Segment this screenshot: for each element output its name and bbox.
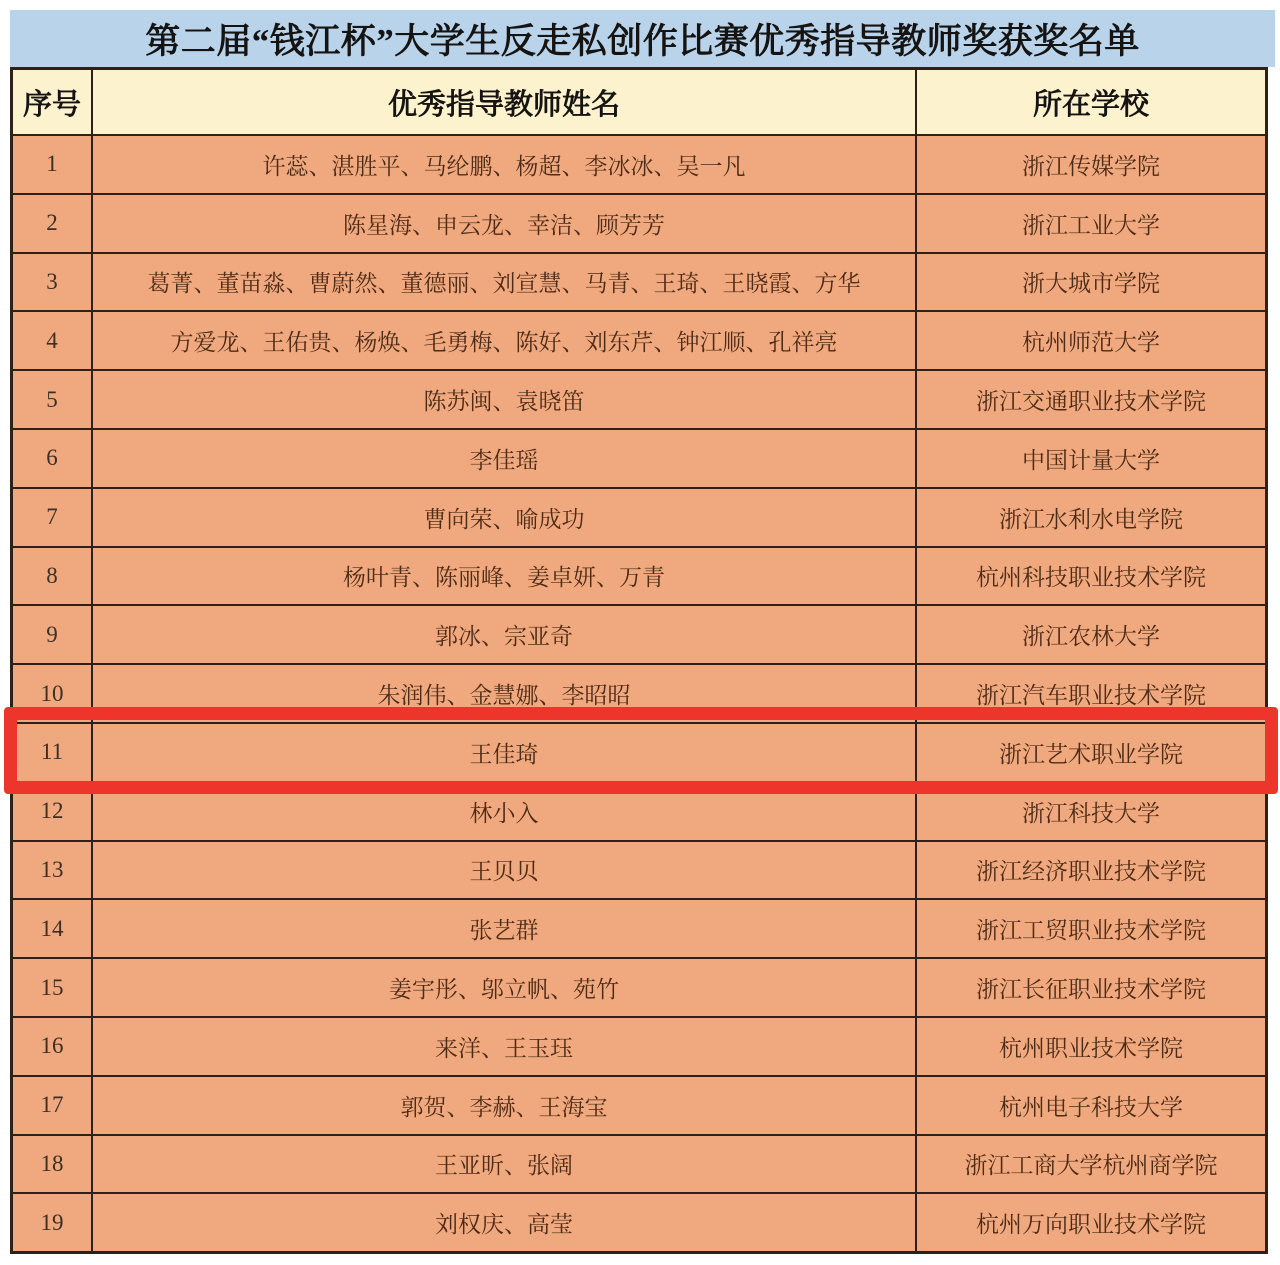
teachers-cell: 杨叶青、陈丽峰、姜卓妍、万青	[93, 548, 917, 605]
school-cell: 浙江交通职业技术学院	[976, 389, 1206, 415]
school-cell: 浙江工贸职业技术学院	[976, 918, 1206, 944]
teachers-cell: 张艺群	[93, 900, 917, 957]
school-cell: 浙江传媒学院	[1022, 153, 1160, 179]
table-row	[13, 546, 1265, 605]
table-body	[13, 134, 1265, 1251]
row-number-cell: 12	[13, 783, 93, 840]
row-number-cell: 6	[13, 430, 93, 487]
table-row	[13, 134, 1265, 193]
row-number-cell: 15	[13, 959, 93, 1016]
teachers-cell: 王佳琦	[93, 724, 917, 781]
school-cell: 杭州职业技术学院	[999, 1035, 1183, 1061]
row-number-cell: 9	[13, 606, 93, 663]
teachers-cell: 葛菁、董苗淼、曹蔚然、董德丽、刘宣慧、马青、王琦、王晓霞、方华	[93, 254, 917, 311]
teachers-cell: 来洋、王玉珏	[93, 1018, 917, 1075]
teachers-cell: 李佳瑶	[93, 430, 917, 487]
teachers-cell: 姜宇彤、邬立帆、苑竹	[93, 959, 917, 1016]
teachers-cell: 方爱龙、王佑贵、杨焕、毛勇梅、陈好、刘东芹、钟江顺、孔祥亮	[93, 312, 917, 369]
table-row	[13, 898, 1265, 957]
school-cell: 杭州师范大学	[1022, 330, 1160, 356]
school-cell: 杭州电子科技大学	[999, 1094, 1183, 1120]
school-cell: 浙江工商大学杭州商学院	[964, 1153, 1218, 1179]
school-cell: 浙江农林大学	[1022, 624, 1160, 650]
table-row	[13, 310, 1265, 369]
teachers-cell: 林小入	[93, 783, 917, 840]
row-number-cell: 18	[13, 1136, 93, 1193]
school-cell: 浙大城市学院	[1022, 271, 1160, 297]
table-row	[13, 1075, 1265, 1134]
header-seq: 序号	[13, 70, 93, 134]
table-row	[13, 957, 1265, 1016]
table-row	[13, 1016, 1265, 1075]
table-row	[13, 428, 1265, 487]
row-number-cell: 1	[13, 136, 93, 193]
school-cell: 浙江经济职业技术学院	[976, 859, 1206, 885]
row-number-cell: 5	[13, 371, 93, 428]
row-number-cell: 4	[13, 312, 93, 369]
school-cell: 杭州科技职业技术学院	[976, 565, 1206, 591]
table-row	[13, 369, 1265, 428]
table-row	[13, 1192, 1265, 1251]
teachers-cell: 许蕊、湛胜平、马纶鹏、杨超、李冰冰、吴一凡	[93, 136, 917, 193]
teachers-cell: 陈星海、申云龙、幸洁、顾芳芳	[93, 195, 917, 252]
teachers-cell: 王贝贝	[93, 842, 917, 899]
school-cell: 浙江水利水电学院	[999, 506, 1183, 532]
school-cell: 浙江工业大学	[1022, 212, 1160, 238]
row-number-cell: 16	[13, 1018, 93, 1075]
row-number-cell: 13	[13, 842, 93, 899]
row-number-cell: 10	[13, 665, 93, 722]
row-number-cell: 3	[13, 254, 93, 311]
document-title: 第二届“钱江杯”大学生反走私创作比赛优秀指导教师奖获奖名单	[10, 10, 1275, 67]
teachers-cell: 郭贺、李赫、王海宝	[93, 1077, 917, 1134]
table-row	[13, 1134, 1265, 1193]
table-row	[13, 604, 1265, 663]
row-number-cell: 2	[13, 195, 93, 252]
header-teachers: 优秀指导教师姓名	[93, 70, 917, 134]
row-number-cell: 19	[13, 1194, 93, 1251]
teachers-cell: 朱润伟、金慧娜、李昭昭	[93, 665, 917, 722]
table-row	[13, 487, 1265, 546]
table-header-row	[13, 70, 1265, 134]
row-number-cell: 14	[13, 900, 93, 957]
teachers-cell: 曹向荣、喻成功	[93, 489, 917, 546]
school-cell: 中国计量大学	[1022, 447, 1160, 473]
school-cell: 杭州万向职业技术学院	[976, 1212, 1206, 1238]
table-row-highlighted	[13, 722, 1265, 781]
row-number-cell: 11	[13, 724, 93, 781]
teachers-cell: 刘权庆、高莹	[93, 1194, 917, 1251]
table-row	[13, 781, 1265, 840]
row-number-cell: 8	[13, 548, 93, 605]
row-number-cell: 17	[13, 1077, 93, 1134]
table-row	[13, 193, 1265, 252]
table-row	[13, 252, 1265, 311]
teachers-cell: 郭冰、宗亚奇	[93, 606, 917, 663]
row-number-cell: 7	[13, 489, 93, 546]
teachers-cell: 陈苏闽、袁晓笛	[93, 371, 917, 428]
teachers-cell: 王亚昕、张阔	[93, 1136, 917, 1193]
header-school: 所在学校	[1032, 88, 1149, 121]
award-table	[10, 67, 1268, 1254]
table-row	[13, 840, 1265, 899]
school-cell: 浙江汽车职业技术学院	[976, 683, 1206, 709]
table-row	[13, 663, 1265, 722]
school-cell: 浙江长征职业技术学院	[976, 977, 1206, 1003]
school-cell: 浙江艺术职业学院	[999, 741, 1183, 767]
school-cell: 浙江科技大学	[1022, 800, 1160, 826]
